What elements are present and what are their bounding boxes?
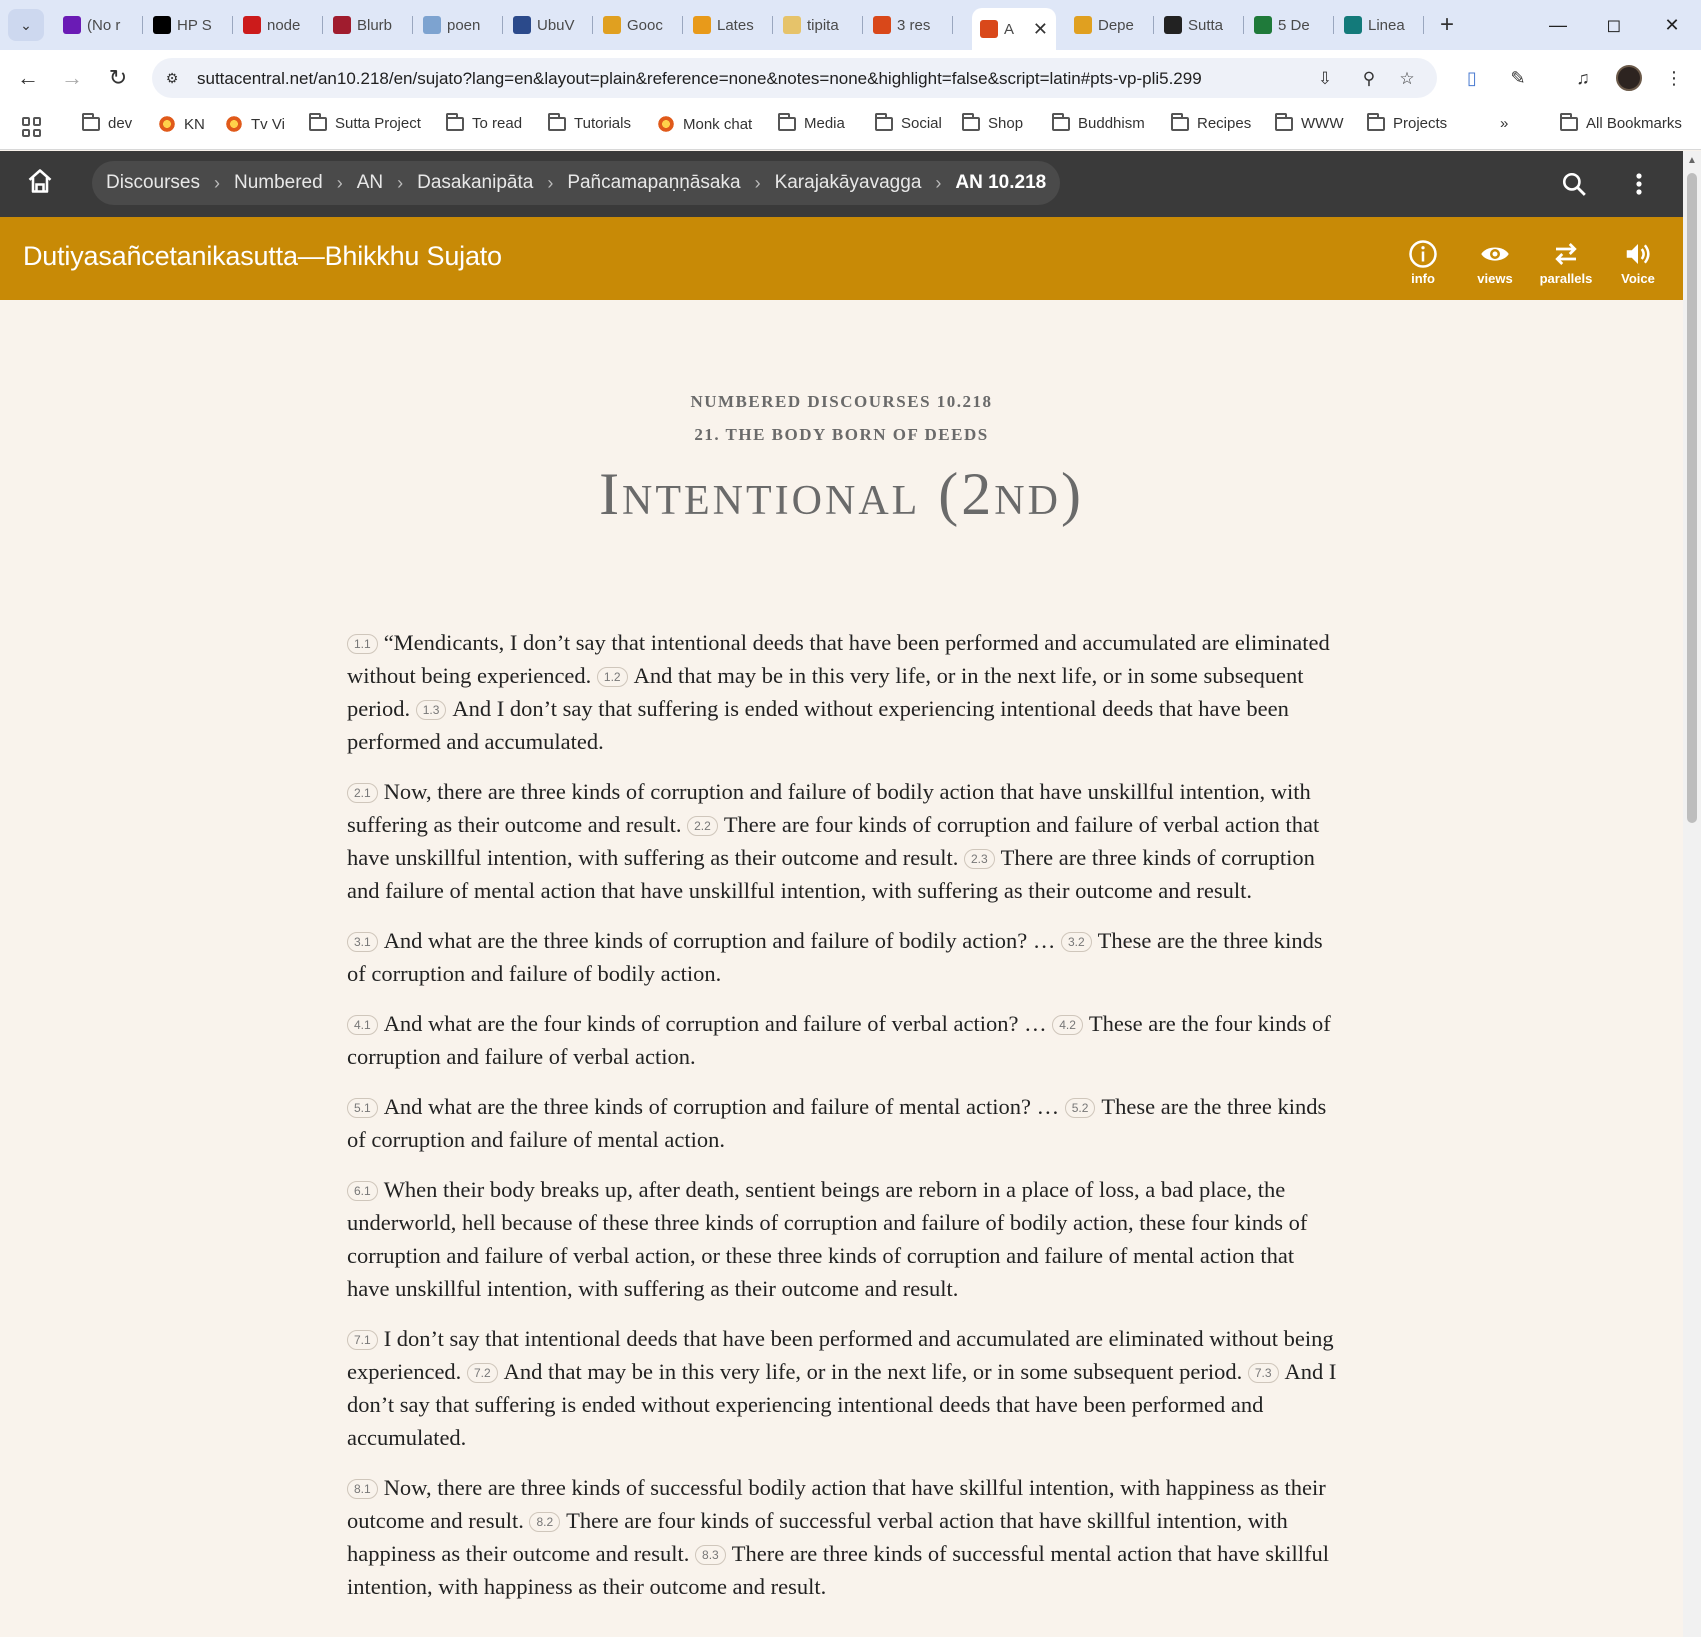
bookmark-label: To read (472, 115, 523, 132)
segment-reference[interactable]: 3.2 (1061, 932, 1092, 952)
tab-label: node (267, 16, 301, 34)
linear-icon (1344, 16, 1362, 34)
back-arrow-icon: ← (17, 65, 39, 90)
close-icon: ✕ (1664, 14, 1680, 35)
blurb-icon (333, 16, 351, 34)
breadcrumb-item[interactable]: Dasakanipāta (417, 172, 534, 193)
suttacentral-icon (225, 115, 243, 133)
browser-tab[interactable] (55, 8, 143, 42)
browser-tab[interactable] (685, 8, 773, 42)
segment-reference[interactable]: 7.1 (347, 1330, 378, 1350)
segment-reference[interactable]: 1.3 (416, 700, 447, 720)
more-vertical-icon (1635, 172, 1643, 196)
bookmark-label: Buddhism (1078, 115, 1145, 132)
browser-tab[interactable] (972, 8, 1056, 50)
browser-tab[interactable] (145, 8, 233, 42)
home-icon[interactable] (26, 167, 54, 195)
sc-icon (1074, 16, 1092, 34)
bookmark-label: Sutta Project (335, 115, 421, 132)
bookmark-item[interactable] (82, 115, 132, 132)
breadcrumb-item[interactable]: Discourses (106, 172, 200, 193)
close-tab-icon[interactable]: ✕ (1032, 18, 1048, 39)
folder-icon (875, 117, 893, 131)
close-window-button[interactable] (1650, 8, 1694, 42)
install-icon[interactable]: ⇩ (1317, 69, 1333, 88)
segment-text: And what are the four kinds of corruption and failure of verbal action? … (383, 1011, 1047, 1036)
bookmark-item[interactable] (309, 115, 421, 132)
segment-reference[interactable]: 5.1 (347, 1098, 378, 1118)
scroll-thumb[interactable] (1687, 173, 1697, 823)
bookmarks-bar (0, 106, 1701, 150)
segment-text: When their body breaks up, after death, sentient beings are reborn in a place of loss, a bad place, the underworld, hell because of these three kinds of corruption and failure of bodily action, these four kinds of corruption and failure of verbal action, or these three kinds of corruption and failure of mental action that have unskillful intention, with suffering as their outcome and result. (347, 1177, 1308, 1301)
division-heading: NUMBERED DISCOURSES 10.218 (690, 392, 993, 411)
browser-tab[interactable] (1336, 8, 1424, 42)
page-scrollbar[interactable] (1683, 151, 1701, 1637)
plus-icon: + (1439, 11, 1454, 38)
segment-text: These are the three kinds of corruption and failure of bodily action. (347, 928, 1323, 986)
tipitaka-icon (783, 16, 801, 34)
tab-label: HP S (177, 16, 212, 34)
sc-icon (980, 20, 998, 38)
browser-tab[interactable] (325, 8, 413, 42)
ubu-icon (513, 16, 531, 34)
sutta-paragraph (347, 775, 1339, 907)
dharma-icon (1254, 16, 1272, 34)
sutta-paragraph (347, 1007, 1339, 1073)
segment-text: There are three kinds of corruption and failure of mental action that have unskillful intention, with suffering as their outcome and result. (347, 845, 1315, 903)
breadcrumb-item[interactable]: AN (356, 172, 384, 193)
bookmark-item[interactable] (778, 115, 845, 132)
apps-icon[interactable] (22, 117, 42, 137)
bookmark-label: Tv Vi (251, 115, 285, 133)
breadcrumb (92, 161, 1060, 205)
page-title-bar (0, 217, 1683, 300)
tab-label: UbuV (537, 16, 575, 34)
chevron-right-icon: › (213, 172, 220, 193)
bookmark-label: Recipes (1197, 115, 1252, 132)
bookmark-label: Media (804, 115, 845, 132)
tab-label: Depe (1098, 16, 1134, 34)
tab-label: poen (447, 16, 481, 34)
bookmark-label: Social (901, 115, 942, 132)
sutta-content (0, 300, 1683, 1637)
hp-icon (153, 16, 171, 34)
bookmark-item[interactable] (1275, 115, 1343, 132)
sutta-title: Intentional (2nd) (599, 461, 1084, 527)
bookmark-item[interactable] (225, 115, 285, 133)
sutta-text (347, 626, 1339, 1620)
reading-list-icon[interactable]: ▯ (1467, 67, 1477, 88)
segment-reference[interactable]: 2.2 (687, 816, 718, 836)
bookmark-item[interactable] (1171, 115, 1251, 132)
bookmark-label: WWW (1301, 115, 1344, 132)
folder-icon (1052, 117, 1070, 131)
all-bookmarks-button[interactable]: All Bookmarks (1560, 115, 1682, 132)
search-button[interactable] (1559, 169, 1589, 199)
chevron-right-icon: › (754, 172, 761, 193)
address-bar[interactable] (152, 58, 1437, 98)
minimize-icon: — (1549, 14, 1567, 35)
breadcrumb-item[interactable]: Karajakāyavagga (774, 172, 922, 193)
folder-icon (1171, 117, 1189, 131)
tab-label: Gooc (627, 16, 663, 34)
suttacentral-icon (158, 115, 176, 133)
segment-text: And what are the three kinds of corruption and failure of mental action? … (383, 1094, 1060, 1119)
segment-reference[interactable]: 6.1 (347, 1181, 378, 1201)
forward-arrow-icon: → (61, 65, 83, 90)
segment-reference[interactable]: 7.2 (467, 1363, 498, 1383)
sutta-paragraph (347, 1471, 1339, 1603)
segment-reference[interactable]: 5.2 (1065, 1098, 1096, 1118)
star-icon[interactable]: ☆ (1399, 69, 1415, 88)
bookmark-item[interactable] (657, 115, 752, 133)
breadcrumb-item[interactable]: AN 10.218 (955, 172, 1047, 193)
minimize-button[interactable] (1536, 8, 1580, 42)
profile-avatar[interactable] (1616, 65, 1642, 91)
browser-tab[interactable] (865, 8, 953, 42)
folder-icon (548, 117, 566, 131)
segment-text: These are the four kinds of corruption and failure of verbal action. (347, 1011, 1331, 1069)
forward-button[interactable] (56, 62, 88, 94)
tab-label: (No r (87, 16, 121, 34)
tab-label: Blurb (357, 16, 393, 34)
chevron-right-icon: › (935, 172, 942, 193)
eye-icon (1479, 239, 1511, 269)
goodreads-icon (603, 16, 621, 34)
sc-icon (873, 16, 891, 34)
page-title: Dutiyasañcetanikasutta—Bhikkhu Sujato (23, 241, 502, 271)
views-button[interactable]: views (1460, 239, 1530, 286)
segment-text: And that may be in this very life, or in the next life, or in some subsequent period. (347, 663, 1304, 721)
folder-icon (1560, 117, 1578, 131)
back-button[interactable] (12, 62, 44, 94)
segment-text: There are four kinds of successful verbal action that have skillful intention, with happiness as their outcome and result. (347, 1508, 1288, 1566)
more-bookmarks-button[interactable]: » (1500, 115, 1509, 132)
folder-icon (309, 117, 327, 131)
bookmark-item[interactable] (962, 115, 1023, 132)
segment-text: “Mendicants, I don’t say that intentional deeds that have been performed and accumulated are eliminated without being experienced. (347, 630, 1330, 688)
breadcrumb-item[interactable]: Numbered (233, 172, 323, 193)
bookmark-label: KN (184, 115, 205, 133)
segment-reference[interactable]: 8.2 (529, 1512, 560, 1532)
extensions-icon[interactable]: ✎ (1510, 67, 1526, 88)
bookmark-label: Monk chat (683, 115, 753, 133)
bookmark-item[interactable] (1052, 115, 1145, 132)
segment-text: These are the three kinds of corruption and failure of mental action. (347, 1094, 1327, 1152)
chevron-right-icon: › (336, 172, 343, 193)
segment-reference[interactable]: 1.2 (597, 667, 628, 687)
parallels-icon (1551, 239, 1581, 269)
search-icon (1561, 171, 1587, 197)
segment-reference[interactable]: 3.1 (347, 932, 378, 952)
media-control-icon[interactable]: ♫ (1576, 67, 1590, 88)
chevron-right-icon: › (547, 172, 554, 193)
browser-tab[interactable] (235, 8, 323, 42)
browser-tab[interactable] (1066, 8, 1154, 42)
bookmark-item[interactable] (875, 115, 942, 132)
speaker-icon (1623, 239, 1653, 269)
browser-tab[interactable] (415, 8, 503, 42)
folder-icon (778, 117, 796, 131)
site-top-bar (0, 151, 1683, 217)
segment-text: There are three kinds of successful mental action that have skillful intention, with happiness as their outcome and result. (347, 1541, 1330, 1599)
bookmark-label: Projects (1393, 115, 1448, 132)
poem-icon (423, 16, 441, 34)
url-text[interactable]: suttacentral.net/an10.218/en/sujato?lang=en&layout=plain&reference=none&notes=none&highlight=false&script=latin#pts-vp-pli5.299 (197, 69, 1202, 88)
voice-button[interactable]: Voice (1603, 239, 1673, 286)
wikipedia-icon (1164, 16, 1182, 34)
segment-reference[interactable]: 7.3 (1248, 1363, 1279, 1383)
segment-reference[interactable]: 4.1 (347, 1015, 378, 1035)
reload-button[interactable] (102, 62, 134, 94)
scroll-up-icon[interactable]: ▲ (1687, 155, 1697, 166)
tab-label: A (1004, 20, 1015, 38)
sutta-paragraph (347, 924, 1339, 990)
browser-tab[interactable] (1246, 8, 1334, 42)
segment-reference[interactable]: 8.1 (347, 1479, 378, 1499)
site-menu-button[interactable] (1624, 169, 1654, 199)
segment-text: Now, there are three kinds of successful bodily action that have skillful intention, with happiness as their outcome and result. (347, 1475, 1326, 1533)
tab-label: 3 res (897, 16, 931, 34)
browser-tab[interactable] (505, 8, 593, 42)
bookmark-item[interactable] (446, 115, 522, 132)
segment-reference[interactable]: 4.2 (1052, 1015, 1083, 1035)
info-icon (1408, 239, 1438, 269)
breadcrumb-item[interactable]: Pañcamapaṇṇāsaka (567, 172, 741, 193)
node-icon (243, 16, 261, 34)
zoom-icon[interactable]: ⚲ (1362, 69, 1376, 88)
mail-icon (63, 16, 81, 34)
segment-reference[interactable]: 2.3 (964, 849, 995, 869)
bookmark-label: Shop (988, 115, 1024, 132)
segment-text: I don’t say that intentional deeds that have been performed and accumulated are eliminated without being experienced. (347, 1326, 1334, 1384)
segment-text: And I don’t say that suffering is ended without experiencing intentional deeds that have been performed and accumulated. (347, 696, 1289, 754)
browser-tab[interactable] (595, 8, 683, 42)
maximize-icon: ◻ (1606, 14, 1622, 35)
segment-text: And what are the three kinds of corruption and failure of bodily action? … (383, 928, 1056, 953)
sutta-paragraph (347, 626, 1339, 758)
sc-icon (693, 16, 711, 34)
bookmark-label: Tutorials (574, 115, 631, 132)
vagga-heading: 21. THE BODY BORN OF DEEDS (694, 425, 989, 444)
browser-tab-strip (0, 0, 1701, 50)
bookmark-item[interactable] (158, 115, 205, 133)
tab-label: Linea (1368, 16, 1405, 34)
segment-reference[interactable]: 8.3 (695, 1545, 726, 1565)
tab-label: tipita (807, 16, 839, 34)
folder-icon (1367, 117, 1385, 131)
parallels-button[interactable]: parallels (1531, 239, 1601, 286)
tab-label: 5 De (1278, 16, 1310, 34)
sutta-paragraph (347, 1173, 1339, 1305)
sutta-paragraph (347, 1322, 1339, 1454)
segment-text: Now, there are three kinds of corruption and failure of bodily action that have unskillful intention, with suffering as their outcome and result. (347, 779, 1311, 837)
segment-reference[interactable]: 1.1 (347, 634, 378, 654)
tab-search-button[interactable] (8, 9, 44, 41)
segment-text: And that may be in this very life, or in the next life, or in some subsequent period. (503, 1359, 1243, 1384)
menu-icon[interactable]: ⋮ (1665, 67, 1683, 88)
site-settings-icon[interactable]: ⚙ (165, 69, 179, 86)
tab-label: Sutta (1188, 16, 1224, 34)
chevron-right-icon: › (397, 172, 404, 193)
suttacentral-icon (657, 115, 675, 133)
sutta-paragraph (347, 1090, 1339, 1156)
bookmark-item[interactable] (548, 115, 631, 132)
segment-text: And I don’t say that suffering is ended without experiencing intentional deeds that have been performed and accumulated. (347, 1359, 1337, 1450)
folder-icon (82, 117, 100, 131)
folder-icon (446, 117, 464, 131)
tab-label: Lates (717, 16, 754, 34)
bookmark-label: dev (108, 115, 133, 132)
browser-tab[interactable] (1156, 8, 1244, 42)
maximize-button[interactable] (1592, 8, 1636, 42)
info-button[interactable]: info (1388, 239, 1458, 286)
reload-icon: ↻ (108, 65, 128, 90)
chevron-down-icon: ⌄ (20, 16, 32, 33)
new-tab-button[interactable] (1432, 10, 1462, 40)
browser-toolbar (0, 50, 1701, 106)
browser-tab[interactable] (775, 8, 863, 42)
folder-icon (962, 117, 980, 131)
segment-reference[interactable]: 2.1 (347, 783, 378, 803)
folder-icon (1275, 117, 1293, 131)
segment-text: There are four kinds of corruption and failure of verbal action that have unskillful intention, with suffering as their outcome and result. (347, 812, 1320, 870)
bookmark-item[interactable] (1367, 115, 1447, 132)
